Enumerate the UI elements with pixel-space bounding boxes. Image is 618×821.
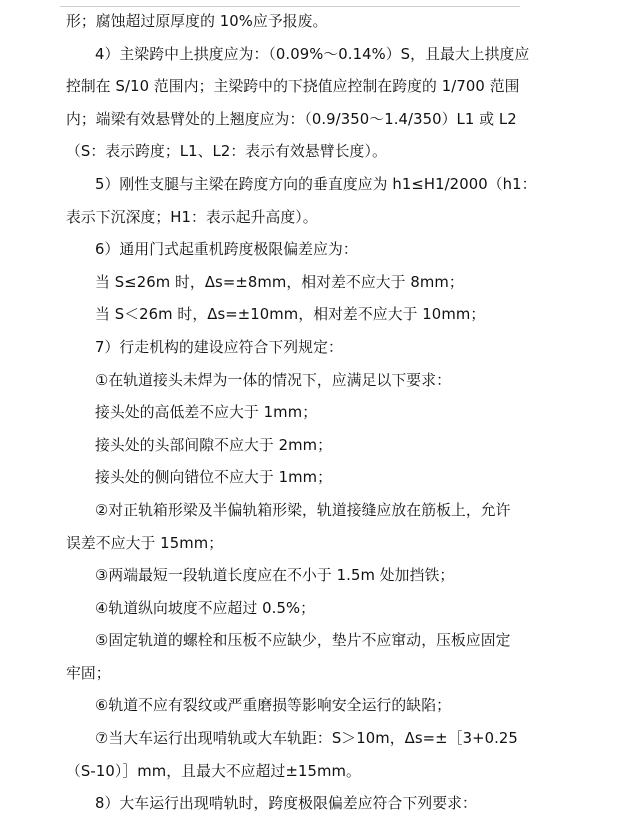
text-line: 接头处的头部间隙不应大于 2mm； xyxy=(95,436,333,454)
text-line: 接头处的侧向错位不应大于 1mm； xyxy=(95,469,333,487)
text-line: 6）通用门式起重机跨度极限偏差应为： xyxy=(95,241,358,259)
text-line: 形；腐蚀超过原厚度的 10%应予报废。 xyxy=(66,13,328,30)
text-line: 8）大车运行出现啃轨时，跨度极限偏差应符合下列要求： xyxy=(95,795,477,813)
text-line: 表示下沉深度；H1：表示起升高度）。 xyxy=(66,208,318,226)
text-line: 7）行走机构的建设应符合下列规定： xyxy=(95,338,343,356)
text-line: ②对正轨箱形梁及半偏轨箱形梁，轨道接缝应放在筋板上，允许 xyxy=(95,501,511,519)
text-line: ⑤固定轨道的螺栓和压板不应缺少，垫片不应窜动，压板应固定 xyxy=(95,632,511,650)
text-line: 当 S≤26m 时，Δs=±8mm，相对差不应大于 8mm； xyxy=(95,273,464,291)
text-line: 4）主梁跨中上拱度应为：（0.09%～0.14%）S，且最大上拱度应 xyxy=(95,45,530,63)
page-header-text xyxy=(60,0,520,1)
text-line: 接头处的高低差不应大于 1mm； xyxy=(95,404,318,422)
text-line: 5）刚性支腿与主梁在跨度方向的垂直度应为 h1≤H1/2000（h1： xyxy=(95,175,537,193)
text-line: 内；端梁有效悬臂处的上翘度应为：（0.9/350～1.4/350）L1 或 L2 xyxy=(66,110,517,128)
text-line: 当 S＜26m 时，Δs=±10mm，相对差不应大于 10mm； xyxy=(95,306,486,324)
text-line: 误差不应大于 15mm； xyxy=(66,534,224,552)
text-line: （S-10）］mm，且最大不应超过±15mm。 xyxy=(66,762,361,780)
text-line: ①在轨道接头未焊为一体的情况下，应满足以下要求： xyxy=(95,371,451,389)
document-body xyxy=(66,6,566,821)
text-line: 牢固； xyxy=(66,664,111,682)
text-line: ③两端最短一段轨道长度应在不小于 1.5m 处加挡铁； xyxy=(95,567,455,585)
text-line: ⑦当大车运行出现啃轨或大车轨距：S＞10m，Δs=±［3+0.25 xyxy=(95,730,518,748)
text-line: 控制在 S/10 范围内；主梁跨中的下挠值应控制在跨度的 1/700 范围 xyxy=(66,78,520,96)
text-line: ④轨道纵向坡度不应超过 0.5%； xyxy=(95,599,316,617)
text-line: （S：表示跨度；L1、L2：表示有效悬臂长度）。 xyxy=(66,143,387,161)
text-line: ⑥轨道不应有裂纹或严重磨损等影响安全运行的缺陷； xyxy=(95,697,451,715)
